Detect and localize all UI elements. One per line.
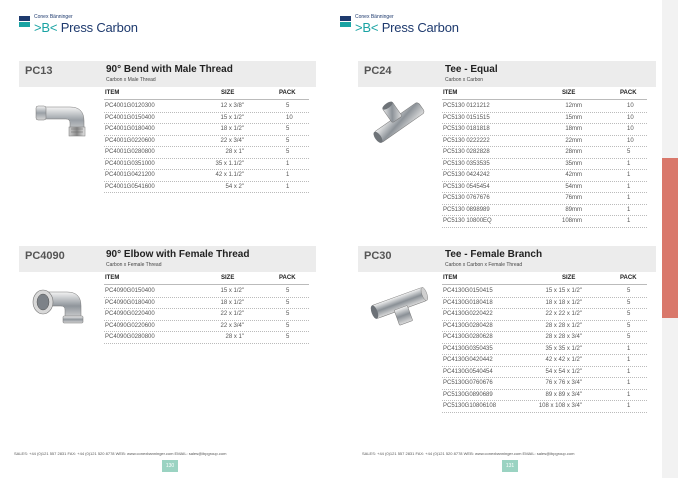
item-size: 54mm	[565, 183, 582, 190]
item-pack: 1	[286, 160, 290, 167]
item-size: 108mm	[561, 218, 582, 224]
item-code: PC5130G0760676	[443, 380, 493, 386]
item-pack: 5	[286, 137, 290, 144]
item-size: 18 x 1/2"	[220, 126, 244, 132]
item-pack: 5	[286, 103, 290, 109]
right-page	[340, 0, 662, 478]
product-table	[442, 286, 647, 413]
item-size: 12 x 3/8"	[220, 103, 244, 109]
item-code: PC4130G0280628	[443, 334, 493, 340]
item-pack: 1	[627, 345, 631, 352]
footer-contact: SALES: +44 (0)121 557 2831 FAX: +44 (0)121 520 8778 WEB: www.conexbanninger.com EMAIL: sales@ibpgroup.com	[362, 451, 575, 456]
item-pack: 1	[627, 172, 631, 178]
item-code: PC5130 0767676	[443, 195, 490, 201]
section-header	[19, 246, 316, 272]
product-title: Tee - Equal	[445, 64, 498, 75]
item-size: 15 x 1/2"	[220, 114, 244, 121]
tee-equal-image	[368, 97, 430, 147]
item-pack: 1	[627, 218, 631, 224]
brand-company: Conex Bänninger	[355, 14, 394, 20]
item-code: PC4001G0351000	[105, 160, 155, 167]
brand-title: >B< Press Carbon	[355, 20, 459, 35]
product-code: PC4090	[25, 250, 65, 262]
item-pack: 5	[627, 149, 631, 155]
item-code: PC5130 0222222	[443, 137, 490, 144]
item-size: 42 x 1.1/2"	[215, 172, 244, 178]
table-row	[442, 113, 647, 125]
item-size: 76mm	[565, 195, 582, 201]
table-row	[104, 101, 309, 113]
item-code: PC5130 10800EQ	[443, 218, 492, 224]
table-row	[104, 170, 309, 182]
tee-female-branch-image	[370, 286, 430, 332]
item-code: PC5130 0151515	[443, 114, 490, 121]
product-subtitle: Carbon x Carbon	[445, 77, 484, 83]
table-row	[104, 147, 309, 159]
table-row	[442, 182, 647, 194]
item-code: PC4001G0180400	[105, 126, 155, 132]
item-pack: 1	[286, 172, 290, 178]
item-size: 35mm	[565, 160, 582, 167]
table-row	[104, 332, 309, 344]
item-code: PC4001G0150400	[105, 114, 155, 121]
bend-male-thread-image	[32, 99, 92, 139]
table-row	[442, 136, 647, 148]
item-code: PC4130G0280428	[443, 322, 493, 329]
table-row	[442, 205, 647, 217]
product-table	[104, 286, 309, 344]
product-table	[104, 101, 309, 193]
item-pack: 1	[286, 183, 290, 190]
item-size: 28mm	[565, 149, 582, 155]
table-row	[104, 298, 309, 310]
item-pack: 5	[286, 126, 290, 132]
table-row	[442, 355, 647, 367]
item-code: PC5130G10806108	[443, 403, 497, 409]
product-code: PC24	[364, 65, 392, 77]
table-row	[104, 113, 309, 125]
table-row	[442, 286, 647, 298]
product-subtitle: Carbon x Carbon x Female Thread	[445, 262, 523, 268]
item-pack: 5	[627, 299, 631, 306]
brand-header	[340, 14, 459, 36]
table-row	[442, 124, 647, 136]
item-size: 89 x 89 x 3/4"	[545, 391, 582, 398]
item-pack: 10	[286, 114, 293, 121]
table-row	[104, 182, 309, 194]
item-pack: 5	[286, 334, 290, 340]
product-title: 90° Bend with Male Thread	[106, 64, 233, 75]
table-row	[104, 286, 309, 298]
page-number: 131	[502, 460, 518, 472]
item-pack: 5	[286, 299, 290, 306]
item-size: 28 x 28 x 1/2"	[545, 322, 582, 329]
item-code: PC5130G0890689	[443, 391, 493, 398]
table-row	[442, 170, 647, 182]
item-code: PC5130 0121212	[443, 103, 490, 109]
item-size: 42mm	[565, 172, 582, 178]
table-row	[104, 136, 309, 148]
section-tab	[662, 158, 678, 318]
table-row	[442, 378, 647, 390]
item-code: PC5130 0898989	[443, 206, 490, 213]
table-row	[442, 401, 647, 413]
item-code: PC4130G0350435	[443, 345, 493, 352]
item-code: PC4130G0220422	[443, 311, 493, 317]
product-code: PC13	[25, 65, 53, 77]
item-size: 12mm	[565, 103, 582, 109]
item-size: 18 x 18 x 1/2"	[545, 299, 582, 306]
brand-company: Conex Bänninger	[34, 14, 73, 20]
item-pack: 10	[627, 126, 634, 132]
table-row	[442, 367, 647, 379]
item-size: 28 x 28 x 3/4"	[545, 334, 582, 340]
item-code: PC4001G0541600	[105, 183, 155, 190]
item-pack: 1	[627, 403, 631, 409]
table-header: ITEM SIZE PACK	[442, 89, 647, 100]
item-size: 54 x 54 x 1/2"	[545, 368, 582, 375]
table-row	[442, 147, 647, 159]
item-pack: 5	[627, 334, 631, 340]
product-code: PC30	[364, 250, 392, 262]
table-row	[442, 101, 647, 113]
item-pack: 10	[627, 114, 634, 121]
item-size: 108 x 108 x 3/4"	[538, 403, 582, 409]
item-pack: 1	[627, 380, 631, 386]
item-pack: 10	[627, 137, 634, 144]
item-size: 89mm	[565, 206, 582, 213]
item-code: PC5130 0353535	[443, 160, 490, 167]
item-pack: 1	[627, 206, 631, 213]
item-pack: 1	[627, 391, 631, 398]
item-code: PC4001G0280800	[105, 149, 155, 155]
item-code: PC5130 0424242	[443, 172, 490, 178]
item-pack: 1	[627, 160, 631, 167]
item-code: PC4001G0220600	[105, 137, 155, 144]
table-row	[442, 193, 647, 205]
item-size: 22mm	[565, 137, 582, 144]
item-size: 54 x 2"	[225, 183, 244, 190]
item-pack: 5	[627, 311, 631, 317]
item-pack: 1	[627, 195, 631, 201]
section-header	[358, 61, 656, 87]
table-header: ITEM SIZE PACK	[104, 274, 309, 285]
table-row	[104, 159, 309, 171]
item-code: PC4090G0180400	[105, 299, 155, 306]
item-size: 15 x 15 x 1/2"	[545, 288, 582, 294]
item-code: PC5130 0545454	[443, 183, 490, 190]
item-code: PC4090G0150400	[105, 288, 155, 294]
item-pack: 5	[286, 149, 290, 155]
item-size: 22 x 1/2"	[220, 311, 244, 317]
item-pack: 1	[627, 368, 631, 375]
item-size: 15mm	[565, 114, 582, 121]
footer-contact: SALES: +44 (0)121 557 2831 FAX: +44 (0)121 520 8778 WEB: www.conexbanninger.com EMAIL: sales@ibpgroup.com	[14, 451, 227, 456]
item-pack: 1	[627, 357, 631, 363]
item-size: 22 x 3/4"	[220, 137, 244, 144]
item-code: PC5130 0181818	[443, 126, 490, 132]
brand-header	[19, 14, 138, 36]
section-header	[19, 61, 316, 87]
table-header: ITEM SIZE PACK	[442, 274, 647, 285]
table-row	[442, 309, 647, 321]
item-pack: 1	[627, 183, 631, 190]
item-size: 28 x 1"	[225, 334, 244, 340]
item-code: PC4130G0540454	[443, 368, 493, 375]
item-size: 18 x 1/2"	[220, 299, 244, 306]
item-pack: 5	[286, 322, 290, 329]
table-row	[442, 321, 647, 333]
elbow-female-thread-image	[29, 282, 91, 326]
item-code: PC5130 0282828	[443, 149, 490, 155]
item-code: PC4130G0420442	[443, 357, 493, 363]
product-title: Tee - Female Branch	[445, 249, 543, 260]
item-size: 28 x 1"	[225, 149, 244, 155]
item-pack: 5	[627, 288, 631, 294]
table-row	[442, 159, 647, 171]
section-header	[358, 246, 656, 272]
table-row	[442, 390, 647, 402]
table-row	[442, 332, 647, 344]
item-size: 22 x 22 x 1/2"	[545, 311, 582, 317]
item-code: PC4130G0180418	[443, 299, 493, 306]
item-size: 42 x 42 x 1/2"	[545, 357, 582, 363]
item-code: PC4090G0280800	[105, 334, 155, 340]
brand-title: >B< Press Carbon	[34, 20, 138, 35]
table-row	[104, 321, 309, 333]
item-pack: 5	[627, 322, 631, 329]
product-subtitle: Carbon x Female Thread	[106, 262, 162, 268]
product-title: 90° Elbow with Female Thread	[106, 249, 250, 260]
brand-logo-icon	[19, 16, 30, 27]
product-subtitle: Carbon x Male Thread	[106, 77, 156, 83]
item-code: PC4001G0421200	[105, 172, 155, 178]
table-row	[442, 344, 647, 356]
item-pack: 5	[286, 311, 290, 317]
item-size: 15 x 1/2"	[220, 288, 244, 294]
product-table	[442, 101, 647, 228]
brand-logo-icon	[340, 16, 351, 27]
item-size: 76 x 76 x 3/4"	[545, 380, 582, 386]
item-code: PC4090G0220400	[105, 311, 155, 317]
item-code: PC4090G0220600	[105, 322, 155, 329]
table-row	[104, 309, 309, 321]
item-pack: 10	[627, 103, 634, 109]
item-code: PC4130G0150415	[443, 288, 493, 294]
item-size: 22 x 3/4"	[220, 322, 244, 329]
table-header: ITEM SIZE PACK	[104, 89, 309, 100]
table-row	[104, 124, 309, 136]
page-number: 130	[162, 460, 178, 472]
table-row	[442, 216, 647, 228]
item-size: 35 x 35 x 1/2"	[545, 345, 582, 352]
table-row	[442, 298, 647, 310]
item-size: 18mm	[565, 126, 582, 132]
item-size: 35 x 1.1/2"	[215, 160, 244, 167]
item-code: PC4001G0120300	[105, 103, 155, 109]
item-pack: 5	[286, 288, 290, 294]
